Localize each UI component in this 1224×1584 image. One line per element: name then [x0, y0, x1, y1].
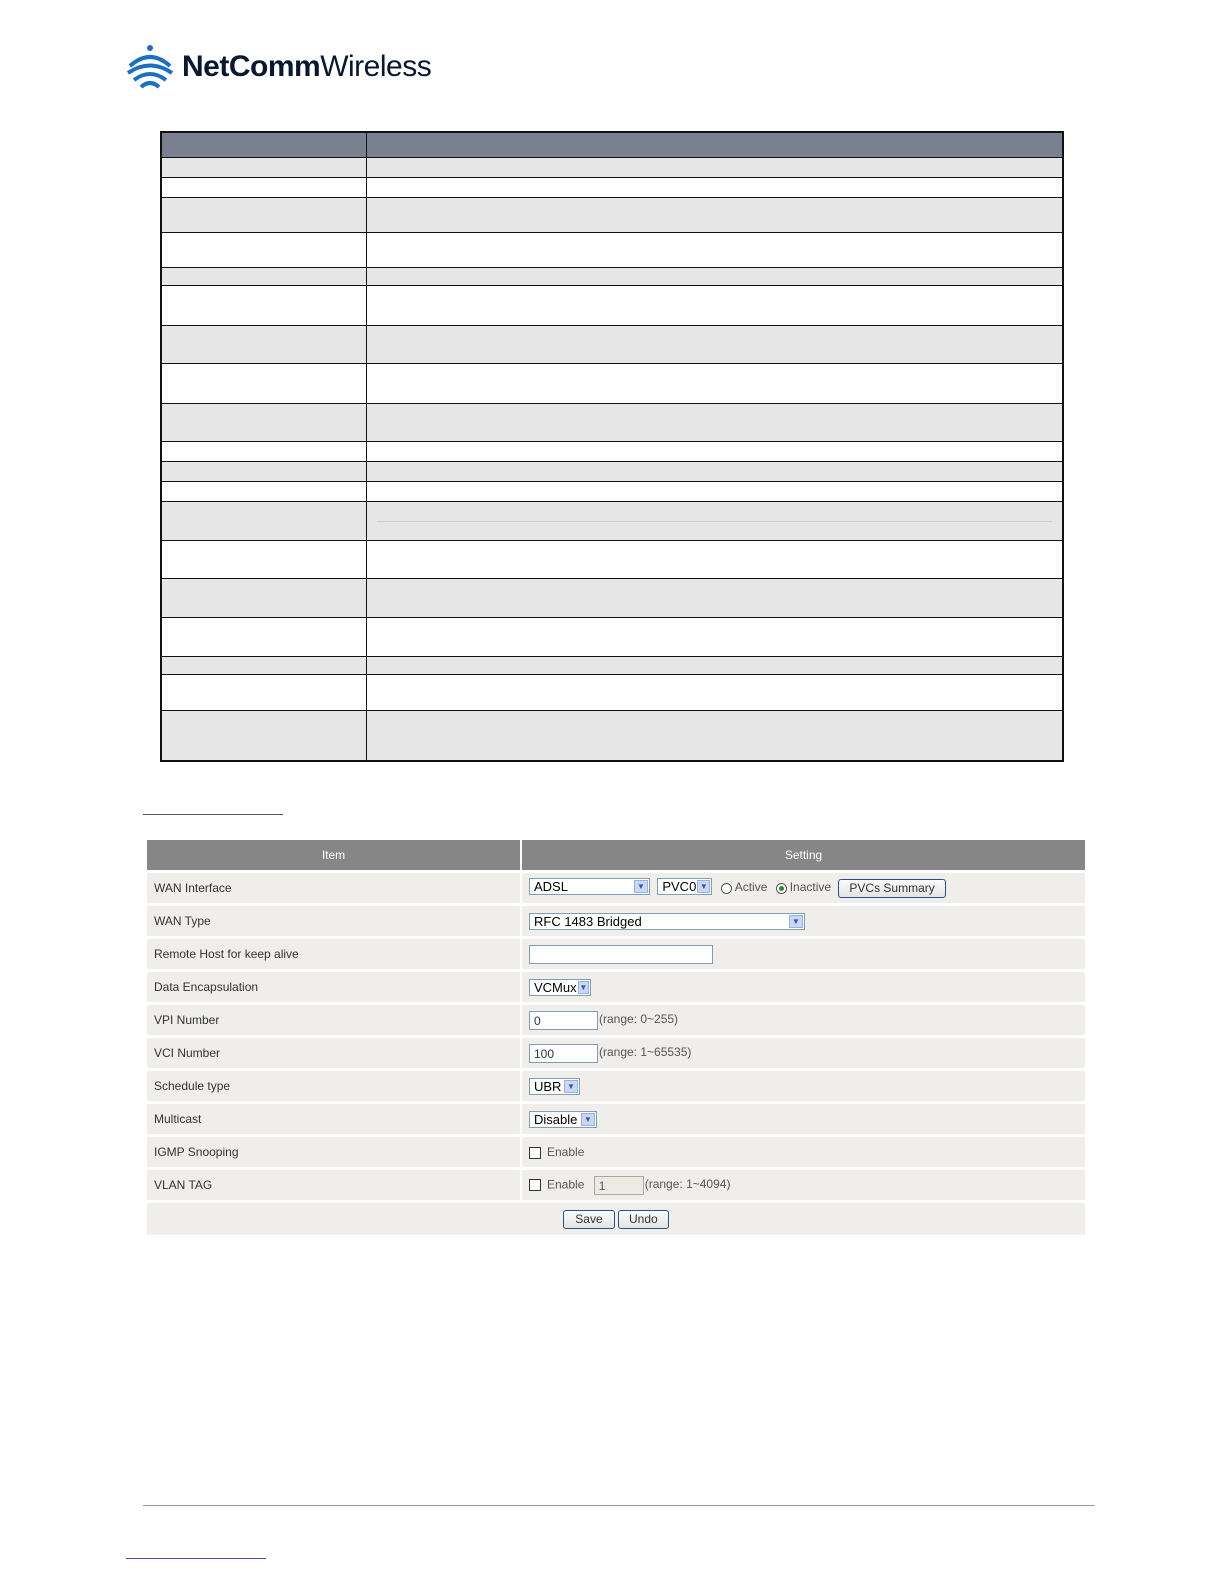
pvcs-summary-button[interactable]: PVCs Summary: [838, 879, 945, 898]
wan-type-value: RFC 1483 Bridged: [534, 913, 642, 929]
table-row: [161, 541, 1063, 579]
row-wan-interface: [147, 870, 1085, 903]
schedule-type-select[interactable]: [529, 1078, 580, 1095]
vci-range-hint: (range: 1~65535): [599, 1045, 692, 1060]
table-row: [161, 618, 1063, 657]
row-data-encapsulation: [147, 969, 1085, 1002]
chevron-down-icon: ▼: [789, 915, 803, 928]
row-remote-host: [147, 936, 1085, 969]
save-button[interactable]: Save: [563, 1210, 614, 1229]
inactive-radio-label: Inactive: [789, 880, 832, 895]
wan-interface-label: WAN Interface: [147, 870, 522, 903]
multicast-label: Multicast: [147, 1101, 522, 1134]
footer-link-underline[interactable]: [126, 1558, 266, 1559]
table-row: [161, 233, 1063, 268]
data-encapsulation-value: VCMux: [534, 979, 577, 995]
igmp-enable-label: Enable: [547, 1145, 585, 1159]
table-row: [161, 711, 1063, 761]
table-row: [161, 268, 1063, 286]
data-encapsulation-select[interactable]: [529, 979, 591, 996]
row-multicast: [147, 1101, 1085, 1134]
description-table-header: [161, 132, 1063, 158]
table-row: [161, 364, 1063, 404]
divider: [377, 521, 1053, 522]
row-schedule-type: [147, 1068, 1085, 1101]
vpi-number-input[interactable]: 0: [529, 1011, 598, 1030]
row-vci-number: [147, 1035, 1085, 1068]
header-cell: [161, 132, 366, 158]
chevron-down-icon: ▼: [564, 1080, 578, 1093]
wan-interface-select[interactable]: [529, 878, 650, 895]
inactive-radio[interactable]: [776, 883, 787, 894]
wan-type-label: WAN Type: [147, 903, 522, 936]
setting-column-header: Setting: [522, 840, 1085, 870]
wan-settings-panel: [147, 840, 1085, 1235]
table-row: [161, 178, 1063, 198]
table-row: [161, 326, 1063, 364]
logo-wordmark: NetCommWireless: [182, 50, 432, 83]
table-row: [161, 158, 1063, 178]
row-vlan-tag: [147, 1167, 1085, 1200]
pvc-value: PVC0: [662, 879, 697, 895]
chevron-down-icon: ▼: [581, 1113, 595, 1126]
row-igmp-snooping: [147, 1134, 1085, 1167]
wan-interface-value: ADSL: [534, 879, 568, 895]
description-table: [160, 131, 1064, 762]
vlan-enable-label: Enable: [547, 1177, 585, 1192]
table-row: [161, 462, 1063, 482]
table-row: [161, 657, 1063, 675]
table-row: [161, 675, 1063, 711]
netcomm-logo: [126, 42, 431, 92]
igmp-snooping-label: IGMP Snooping: [147, 1134, 522, 1167]
vpi-number-label: VPI Number: [147, 1002, 522, 1035]
wifi-signal-icon: [126, 44, 174, 90]
chevron-down-icon: ▼: [634, 880, 648, 893]
table-row: [161, 482, 1063, 502]
vlan-tag-input[interactable]: 1: [594, 1176, 644, 1195]
wan-type-select[interactable]: [529, 913, 805, 930]
chevron-down-icon: ▼: [579, 982, 588, 992]
vlan-tag-label: VLAN TAG: [147, 1167, 522, 1200]
table-row: [161, 198, 1063, 233]
vlan-enable-checkbox[interactable]: [529, 1179, 541, 1191]
table-row: [161, 286, 1063, 326]
header-cell: [366, 132, 1063, 158]
row-vpi-number: [147, 1002, 1085, 1035]
schedule-type-value: UBR: [534, 1078, 562, 1094]
multicast-value: Disable: [534, 1111, 578, 1127]
active-radio[interactable]: [721, 883, 732, 894]
table-row: [161, 579, 1063, 618]
undo-button[interactable]: Undo: [618, 1210, 669, 1229]
active-radio-label: Active: [734, 880, 768, 895]
table-row: [161, 502, 1063, 541]
chevron-down-icon: ▼: [697, 880, 710, 893]
table-row: [161, 404, 1063, 442]
row-wan-type: [147, 903, 1085, 936]
remote-host-label: Remote Host for keep alive: [147, 936, 522, 969]
section-link-underline[interactable]: [143, 814, 283, 815]
table-row: [161, 442, 1063, 462]
data-encapsulation-label: Data Encapsulation: [147, 969, 522, 1002]
remote-host-input[interactable]: [529, 945, 713, 964]
vpi-range-hint: (range: 0~255): [599, 1012, 679, 1027]
row-actions: [147, 1200, 1085, 1235]
panel-header: [147, 840, 1085, 870]
schedule-type-label: Schedule type: [147, 1068, 522, 1101]
vci-number-label: VCI Number: [147, 1035, 522, 1068]
vci-number-input[interactable]: 100: [529, 1044, 598, 1063]
igmp-enable-checkbox[interactable]: [529, 1147, 541, 1159]
item-column-header: Item: [147, 840, 522, 870]
footer-divider: [143, 1505, 1095, 1506]
pvc-select[interactable]: [657, 878, 712, 895]
vlan-range-hint: (range: 1~4094): [644, 1177, 731, 1192]
multicast-select[interactable]: [529, 1111, 597, 1128]
